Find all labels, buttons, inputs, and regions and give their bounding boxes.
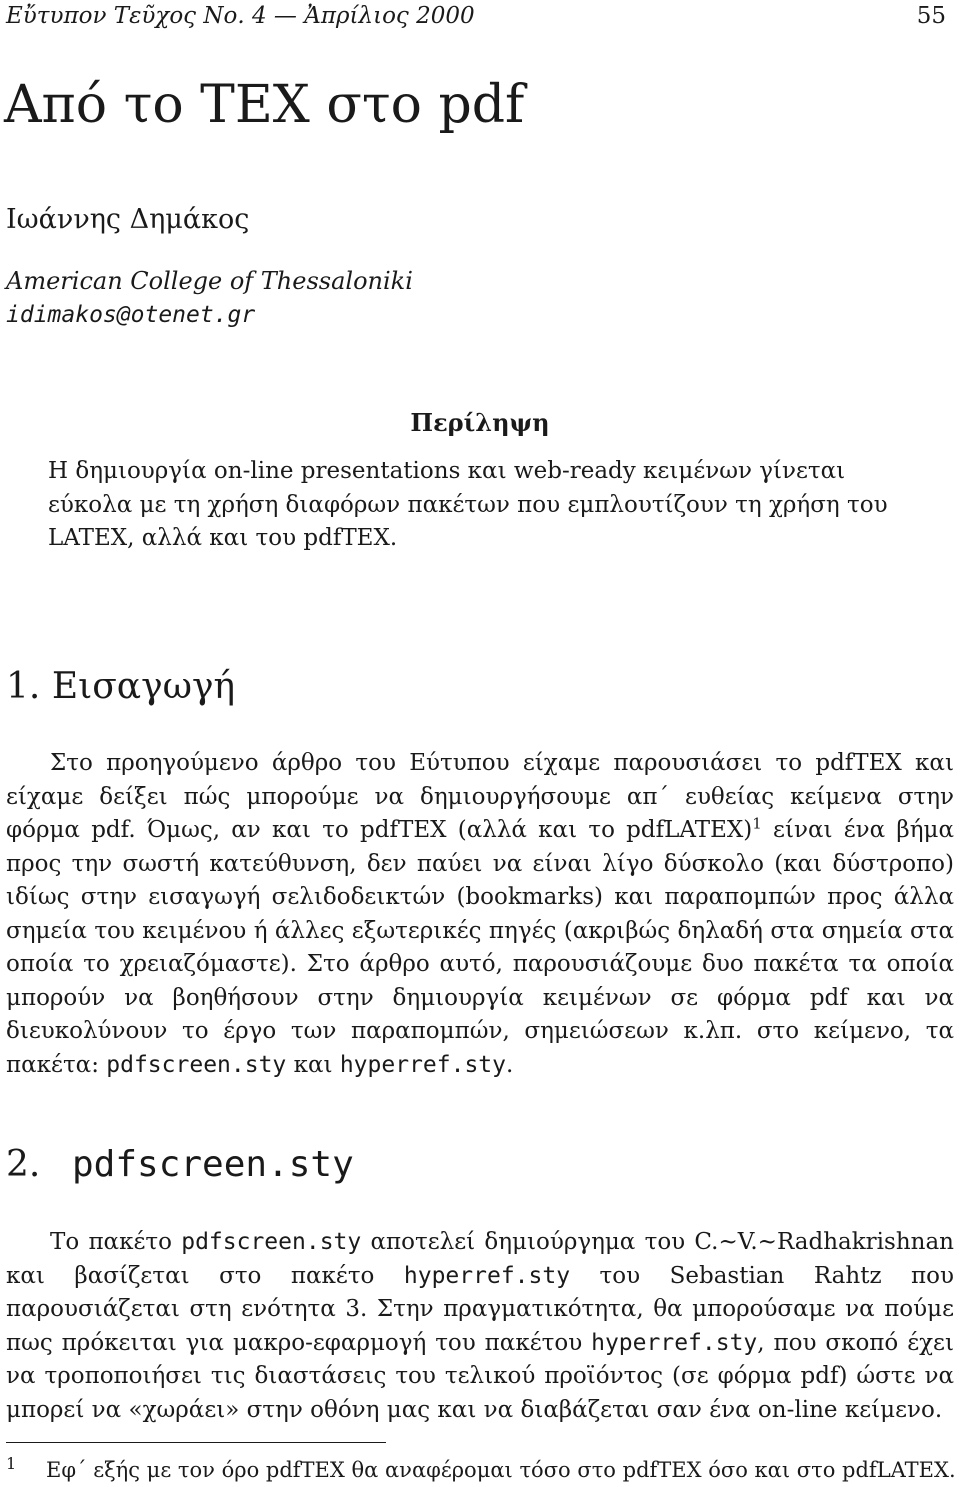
author-email: idimakos@otenet.gr <box>6 302 256 328</box>
footnote: 1 Εφ΄ εξής με τον όρο pdfTEX θα αναφέρομαι τόσο στο pdfTEX όσο και στο pdfLATEX. <box>6 1454 956 1482</box>
package-name: hyperref.sty <box>339 1051 506 1078</box>
section-1-title: Εισαγωγή <box>51 666 236 707</box>
running-header: Εὔτυπον Τεῦχος Νο. 4 — Ἀπρίλιος 2000 <box>6 3 475 29</box>
abstract-text: Η δημιουργία on-line presentations και web-ready κειμένων γίνεται εύκολα με τη χρήση διαφόρων πακέτων που εμπλουτίζουν τη χρήση του LATEX, αλλά και του pdfTEX. <box>48 458 888 551</box>
abstract-heading: Περίληψη <box>410 408 550 437</box>
section-2-title: pdfscreen.sty <box>72 1144 354 1185</box>
section-2-number: 2. <box>6 1144 41 1185</box>
section-1-text-b: είναι ένα βήμα προς την σωστή κατεύθυνση, δεν παύει να είναι λίγο δύσκολο (και δύστροπο) ιδίως στην εισαγωγή σελιδοδεικτών (bookmarks) και παραπομπών προς άλλα σημεία του κειμένου ή άλλες εξωτερικές πηγές (ακριβώς δηλαδή στα σημεία στα οποία το χρειαζόμαστε). Στο άρθρο αυτό, παρουσιάζουμε δυο πακέτα τα οποία μπορούν να βοηθήσουν στην δημιουργία κειμένων σε φόρμα pdf και να διευκολύνουν το έργο των παραπομπών, σημειώσεων κ.λπ. στο κείμενο, τα πακέτα: <box>6 817 954 1078</box>
footnote-rule <box>6 1442 386 1443</box>
section-1-paragraph <box>6 747 954 1082</box>
section-1-text-a: Στο προηγούμενο άρθρο του Εύτυπου είχαμε παρουσιάσει το pdfTEX και είχαμε δείξει πώς μπορούμε να δημιουργήσουμε απ΄ ευθείας κείμενα στην φόρμα pdf. Όμως, αν και το pdfTEX (αλλά και το pdfLATEX) <box>6 750 954 843</box>
section-2-text-3: του Sebastian Rahtz που παρουσιάζεται στη ενότητα 3. Στην πραγματικότητα, θα μπορούσαμε να πούμε πως πρόκειται για μακρο-εφαρμογή του πακέτου <box>6 1262 954 1356</box>
section-1-heading <box>6 664 235 710</box>
section-2-text-1: Το πακέτο <box>50 1229 182 1255</box>
section-1-number: 1. <box>6 666 41 707</box>
author-affiliation: American College of Thessaloniki <box>6 267 413 295</box>
package-name: hyperref.sty <box>403 1262 571 1289</box>
conjunction-text: και <box>286 1051 340 1078</box>
sentence-end: . <box>506 1051 514 1078</box>
package-name: hyperref.sty <box>591 1329 758 1356</box>
footnote-text: Εφ΄ εξής με τον όρο pdfTEX θα αναφέρομαι τόσο στο pdfTEX όσο και στο pdfLATEX. <box>46 1458 956 1482</box>
section-2-text-2: αποτελεί δημιούργημα του C.~V.~Radhakrishnan και βασίζεται στο πακέτο <box>6 1229 954 1289</box>
page-number: 55 <box>916 3 946 29</box>
author-name: Ιωάννης Δημάκος <box>6 204 250 235</box>
section-2-heading <box>6 1142 354 1188</box>
footnote-ref: 1 <box>752 814 762 833</box>
section-2-paragraph <box>6 1226 954 1427</box>
section-2-text-4: , που σκοπό έχει να τροποποιήσει τις διαστάσεις του τελικού προϊόντος (σε φόρμα pdf) ώστε να μπορεί να «χωράει» στην οθόνη μας και να διαβάζεται σαν ένα on-line κείμενο. <box>6 1329 954 1423</box>
article-title: Από το TEX στο pdf <box>4 75 525 135</box>
package-name: pdfscreen.sty <box>106 1051 287 1078</box>
package-name: pdfscreen.sty <box>181 1229 362 1255</box>
